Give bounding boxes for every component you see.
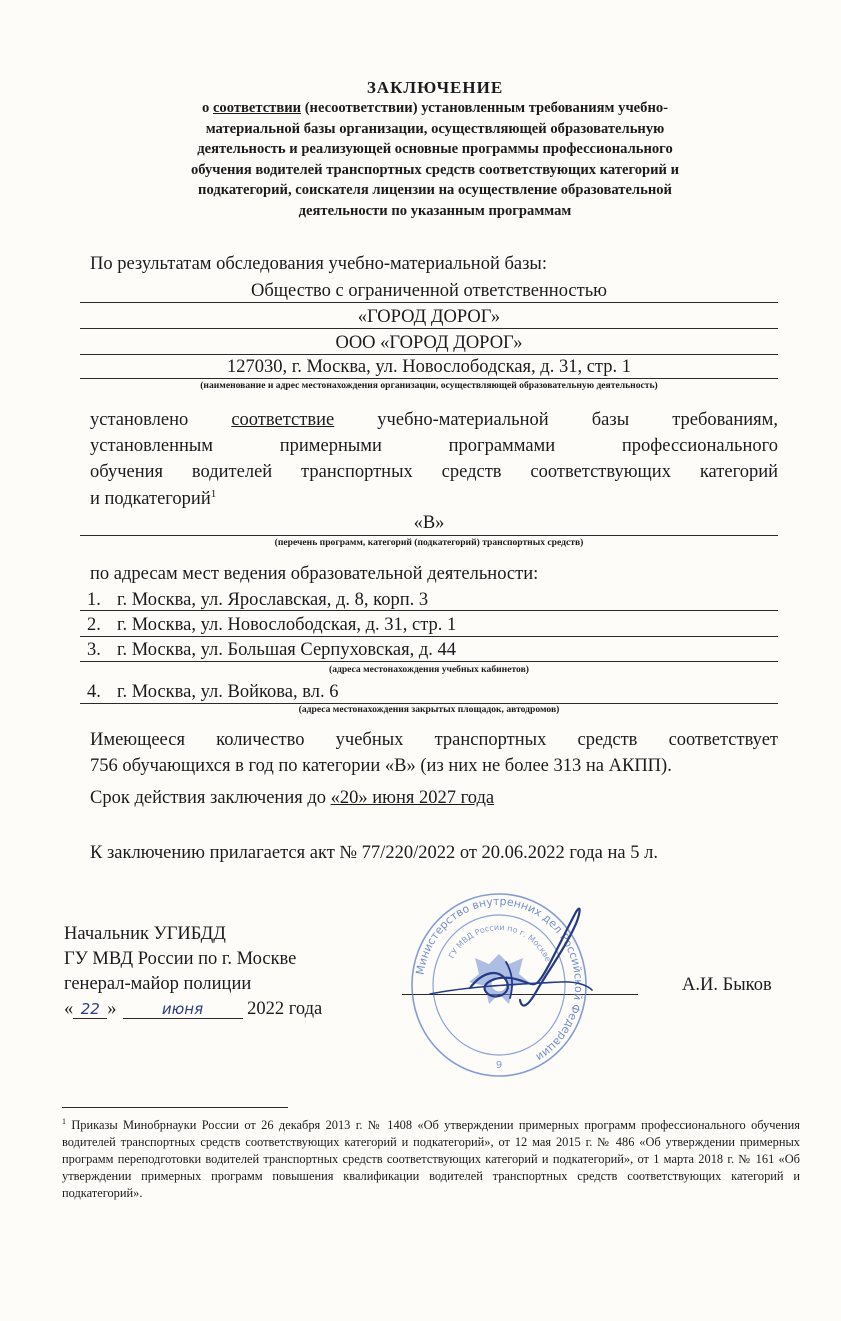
finding-line-2: установленным примерными программами профессионального: [90, 436, 778, 456]
address-item-3: 3. г. Москва, ул. Большая Серпуховская, д. 44: [87, 640, 457, 660]
handwritten-day: 22: [73, 1000, 107, 1019]
finding-line-3: обучения водителей транспортных средств соответствующих категорий: [90, 462, 778, 482]
org-underline-2: [80, 328, 778, 329]
signature-stroke-1: [470, 909, 580, 1006]
finding-underlined-word: соответствие: [231, 410, 335, 430]
category-caption: (перечень программ, категорий (подкатегорий) транспортных средств): [274, 537, 584, 548]
address-item-2: 2. г. Москва, ул. Новослободская, д. 31, стр. 1: [87, 615, 457, 635]
title-line-4: обучения водителей транспортных средств соответствующих категорий и: [190, 161, 680, 178]
category-underline: [80, 535, 778, 536]
finding-line-4: и подкатегорий$^1$: [90, 488, 217, 510]
footnote-separator: [62, 1107, 288, 1108]
stamp-inner-text: ГУ МВД России по г. Москве: [446, 922, 553, 964]
address-item-1: 1. г. Москва, ул. Ярославская, д. 8, корп. 3: [87, 590, 429, 610]
org-underline-1: [80, 302, 778, 303]
signatory-name: А.И. Быков: [682, 975, 772, 995]
finding-line-1: установлено соответствие учебно-материальной базы требованиям,: [90, 410, 779, 430]
org-caption: (наименование и адрес местонахождения организации, осуществляющей образовательную деятельность): [200, 380, 658, 391]
survey-intro: По результатам обследования учебно-материальной базы:: [90, 254, 547, 274]
signature-date: « 22 » июня 2022 года: [64, 999, 323, 1019]
attachment-line: К заключению прилагается акт № 77/220/2022 от 20.06.2022 года на 5 л.: [90, 843, 658, 863]
footnote-ref: 1: [210, 488, 217, 500]
handwritten-month: июня: [123, 1000, 243, 1019]
validity-date: «20» июня 2027 года: [330, 788, 495, 808]
footnote-mark: 1: [62, 1117, 66, 1126]
capacity-line-2: 756 обучающихся в год по категории «В» (из них не более 313 на АКПП).: [90, 756, 672, 776]
capacity-line-1: Имеющееся количество учебных транспортных средств соответствует: [90, 730, 778, 750]
org-address: 127030, г. Москва, ул. Новослободская, д. 31, стр. 1: [226, 357, 631, 377]
addresses-intro: по адресам мест ведения образовательной деятельности:: [90, 564, 539, 584]
footnote: [62, 1113, 800, 1202]
title-line-5: подкатегорий, соискателя лицензии на осуществление образовательной: [198, 182, 672, 199]
category-value: «В»: [413, 513, 445, 533]
stamp-number: 9: [495, 1060, 503, 1071]
address-underline-3: [80, 661, 778, 662]
org-underline-4: [80, 378, 778, 379]
org-line-2: «ГОРОД ДОРОГ»: [357, 307, 501, 327]
org-line-1: Общество с ограниченной ответственностью: [251, 281, 607, 301]
classes-caption: (адреса местонахождения учебных кабинетов): [329, 664, 529, 675]
signatory-position-1: Начальник УГИБДД: [64, 924, 226, 944]
document-title: [90, 78, 780, 222]
title-underlined-word: соответствии: [212, 100, 302, 116]
validity-line: Срок действия заключения до «20» июня 2027 года: [90, 788, 495, 808]
title-heading: ЗАКЛЮЧЕНИЕ: [366, 78, 504, 97]
stamp-ring-text: Министерство внутренних дел Российской Федерации: [413, 894, 586, 1064]
title-line-2: материальной базы организации, осуществляющей образовательную: [205, 120, 665, 137]
address-underline-1: [80, 610, 778, 611]
org-underline-3: [80, 354, 778, 355]
footnote-text: Приказы Минобрнауки России от 26 декабря 2013 г. № 1408 «Об утверждении примерных программ профессионального обучения водителей транспортных средств соответствующих категорий и подкатегорий», от 12 мая 2015 г. № 486 «Об утверждении примерных программ переподготовки водителей транспортных средств соответствующих категорий и подкатегорий», от 1 марта 2018 г. № 161 «Об утверждении примерных программ повышения квалификации водителей транспортных средств соответствующих категорий и подкатегорий».: [62, 1118, 800, 1201]
org-line-3: ООО «ГОРОД ДОРОГ»: [335, 333, 523, 353]
title-line-3: деятельность и реализующей основные программы профессионального: [197, 141, 673, 158]
title-line-6: деятельности по указанным программам: [298, 202, 572, 219]
address-item-4: 4. г. Москва, ул. Войкова, вл. 6: [87, 682, 339, 702]
signatory-position-2: ГУ МВД России по г. Москве: [64, 949, 297, 969]
title-line-1: о соответствии (несоответствии) установленным требованиям учебно-: [201, 100, 669, 116]
grounds-caption: (адреса местонахождения закрытых площадок, автодромов): [298, 704, 560, 715]
address-underline-2: [80, 636, 778, 637]
signatory-rank: генерал-майор полиции: [64, 974, 252, 994]
handwritten-signature: [410, 902, 600, 1032]
